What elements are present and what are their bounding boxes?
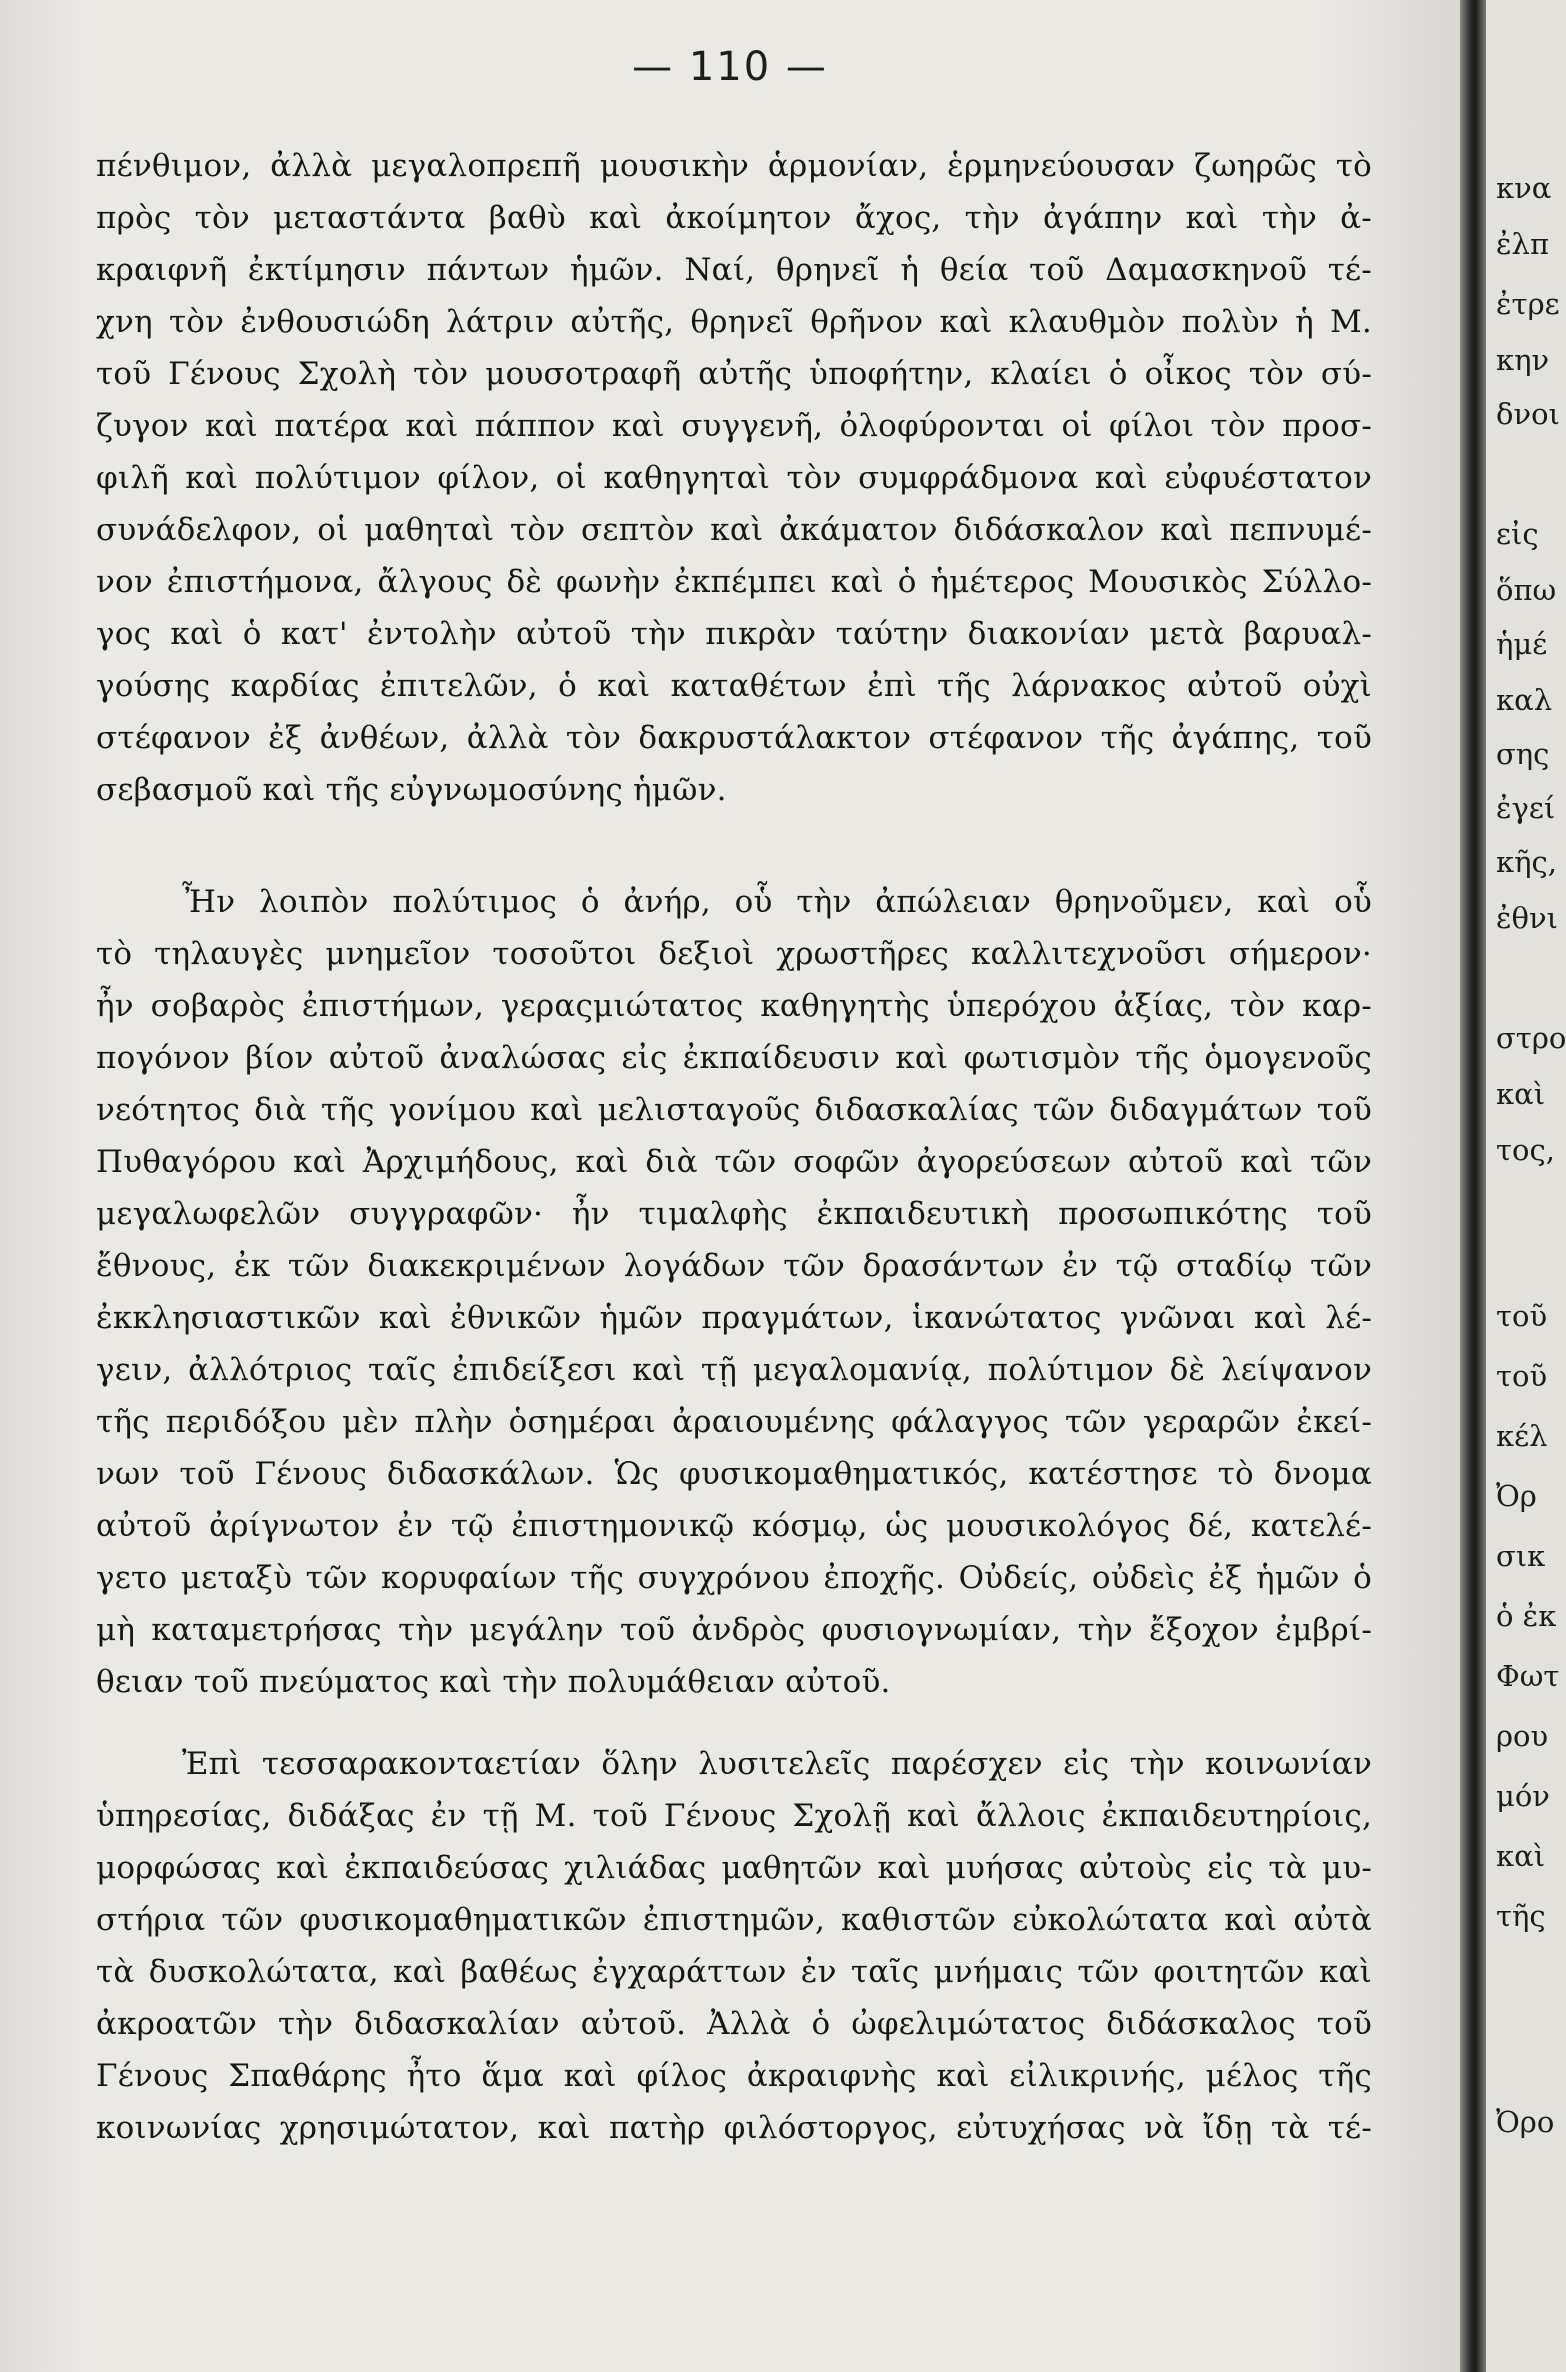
adjacent-page-fragment: ἐθνι (1496, 901, 1559, 935)
adjacent-page-edge (1486, 0, 1566, 2372)
text-line: συνάδελφον, οἱ μαθηταὶ τὸν σεπτὸν καὶ ἀκάματον διδάσκαλον καὶ πεπνυμέ- (96, 512, 1372, 548)
text-line: τὰ δυσκολώτατα, καὶ βαθέως ἐγχαράττων ἐν ταῖς μνήμαις τῶν φοιτητῶν καὶ (96, 1954, 1372, 1990)
adjacent-page-fragment: στρο (1496, 1021, 1566, 1055)
adjacent-page-fragment: ἐλπ (1496, 227, 1550, 261)
text-line: στέφανον ἐξ ἀνθέων, ἀλλὰ τὸν δακρυστάλακτον στέφανον τῆς ἀγάπης, τοῦ (96, 720, 1372, 756)
book-gutter (1460, 0, 1486, 2372)
text-line: ἐκκλησιαστικῶν καὶ ἐθνικῶν ἡμῶν πραγμάτων, ἱκανώτατος γνῶναι καὶ λέ- (96, 1300, 1372, 1336)
text-line: πρὸς τὸν μεταστάντα βαθὺ καὶ ἀκοίμητον ἄχος, τὴν ἀγάπην καὶ τὴν ἀ- (96, 200, 1372, 236)
text-line: μορφώσας καὶ ἐκπαιδεύσας χιλιάδας μαθητῶν καὶ μυήσας αὐτοὺς εἰς τὰ μυ- (96, 1850, 1372, 1886)
text-line: ἔθνους, ἐκ τῶν διακεκριμένων λογάδων τῶν δρασάντων ἐν τῷ σταδίῳ τῶν (96, 1248, 1372, 1284)
text-line: νεότητος διὰ τῆς γονίμου καὶ μελισταγοῦς διδασκαλίας τῶν διδαγμάτων τοῦ (96, 1092, 1372, 1128)
adjacent-page-fragment: σης (1496, 737, 1550, 771)
adjacent-page-fragment: κνα (1496, 171, 1552, 205)
adjacent-page-fragment: καλ (1496, 683, 1553, 717)
text-line: μεγαλωφελῶν συγγραφῶν· ἦν τιμαλφὴς ἐκπαιδευτικὴ προσωπικότης τοῦ (96, 1196, 1372, 1232)
text-line: γούσης καρδίας ἐπιτελῶν, ὁ καὶ καταθέτων ἐπὶ τῆς λάρνακος αὐτοῦ οὐχὶ (96, 668, 1372, 704)
text-line: χνη τὸν ἐνθουσιώδη λάτριν αὐτῆς, θρηνεῖ θρῆνον καὶ κλαυθμὸν πολὺν ἡ Μ. (96, 304, 1372, 340)
text-line: μὴ καταμετρήσας τὴν μεγάλην τοῦ ἀνδρὸς φυσιογνωμίαν, τὴν ἔξοχον ἐμβρί- (96, 1612, 1372, 1648)
adjacent-page-fragment: εἰς (1496, 517, 1539, 551)
text-line: τοῦ Γένους Σχολὴ τὸν μουσοτραφῆ αὐτῆς ὑποφήτην, κλαίει ὁ οἶκος τὸν σύ- (96, 356, 1372, 392)
adjacent-page-fragment: μόν (1496, 1779, 1550, 1813)
adjacent-page-fragment: κην (1496, 343, 1550, 377)
adjacent-page-fragment: τοῦ (1496, 1359, 1548, 1393)
adjacent-page-fragment: καὶ (1496, 1839, 1546, 1873)
paragraph-start-line: Ἐπὶ τεσσαρακονταετίαν ὅλην λυσιτελεῖς παρέσχεν εἰς τὴν κοινωνίαν (182, 1746, 1372, 1782)
text-line: πένθιμον, ἀλλὰ μεγαλοπρεπῆ μουσικὴν ἁρμονίαν, ἑρμηνεύουσαν ζωηρῶς τὸ (96, 148, 1372, 184)
text-line: γος καὶ ὁ κατ' ἐντολὴν αὐτοῦ τὴν πικρὰν ταύτην διακονίαν μετὰ βαρυαλ- (96, 616, 1372, 652)
text-line: κοινωνίας χρησιμώτατον, καὶ πατὴρ φιλόστοργος, εὐτυχήσας νὰ ἴδῃ τὰ τέ- (96, 2110, 1372, 2146)
adjacent-page-fragment: τῆς (1496, 1899, 1546, 1933)
adjacent-page-fragment: κέλ (1496, 1419, 1548, 1453)
text-line: ἦν σοβαρὸς ἐπιστήμων, γεραςμιώτατος καθηγητὴς ὑπερόχου ἀξίας, τὸν καρ- (96, 988, 1372, 1024)
adjacent-page-fragment: τος, (1496, 1133, 1555, 1167)
text-line: στήρια τῶν φυσικομαθηματικῶν ἐπιστημῶν, καθιστῶν εὐκολώτατα καὶ αὐτὰ (96, 1902, 1372, 1938)
text-line: τῆς περιδόξου μὲν πλὴν ὁσημέραι ἀραιουμένης φάλαγγος τῶν γεραρῶν ἐκεί- (96, 1404, 1372, 1440)
adjacent-page-fragment: ρου (1496, 1719, 1549, 1753)
adjacent-page-fragment: Ὀρο (1496, 2105, 1555, 2139)
adjacent-page-fragment: ὅπω (1496, 573, 1557, 607)
adjacent-page-fragment: κῆς, (1496, 845, 1557, 879)
text-line: ἀκροατῶν τὴν διδασκαλίαν αὐτοῦ. Ἀλλὰ ὁ ὠφελιμώτατος διδάσκαλος τοῦ (96, 2006, 1372, 2042)
text-line: τὸ τηλαυγὲς μνημεῖον τοσοῦτοι δεξιοὶ χρωστῆρες καλλιτεχνοῦσι σήμερον· (96, 936, 1372, 972)
adjacent-page-fragment: καὶ (1496, 1077, 1546, 1111)
text-line: φιλῆ καὶ πολύτιμον φίλον, οἱ καθηγηταὶ τὸν συμφράδμονα καὶ εὐφυέστατον (96, 460, 1372, 496)
adjacent-page-fragment: Φωτ (1496, 1659, 1560, 1693)
adjacent-page-fragment: Ὀρ (1496, 1479, 1537, 1513)
text-line: νων τοῦ Γένους διδασκάλων. Ὡς φυσικομαθηματικός, κατέστησε τὸ δνομα (96, 1456, 1372, 1492)
text-line: Πυθαγόρου καὶ Ἀρχιμήδους, καὶ διὰ τῶν σοφῶν ἀγορεύσεων αὐτοῦ καὶ τῶν (96, 1144, 1372, 1180)
page-number: — 110 — (632, 44, 828, 90)
text-line: αὐτοῦ ἀρίγνωτον ἐν τῷ ἐπιστημονικῷ κόσμῳ, ὡς μουσικολόγος δέ, κατελέ- (96, 1508, 1372, 1544)
text-line: ζυγον καὶ πατέρα καὶ πάππον καὶ συγγενῆ, ὀλοφύρονται οἱ φίλοι τὸν προσ- (96, 408, 1372, 444)
text-line: ὑπηρεσίας, διδάξας ἐν τῇ Μ. τοῦ Γένους Σχολῇ καὶ ἄλλοις ἐκπαιδευτηρίοις, (96, 1798, 1372, 1834)
adjacent-page-fragment: ὁ ἐκ (1496, 1599, 1557, 1633)
text-line: γετο μεταξὺ τῶν κορυφαίων τῆς συγχρόνου ἐποχῆς. Οὐδείς, οὐδεὶς ἐξ ἡμῶν ὁ (96, 1560, 1372, 1596)
adjacent-page-fragment: ἐτρε (1496, 287, 1560, 321)
text-line: κραιφνῆ ἐκτίμησιν πάντων ἡμῶν. Ναί, θρηνεῖ ἡ θεία τοῦ Δαμασκηνοῦ τέ- (96, 252, 1372, 288)
adjacent-page-fragment: ἡμέ (1496, 627, 1548, 661)
adjacent-page-fragment: σικ (1496, 1539, 1546, 1573)
adjacent-page-fragment: δνοι (1496, 397, 1560, 431)
text-line: σεβασμοῦ καὶ τῆς εὐγνωμοσύνης ἡμῶν. (96, 772, 727, 808)
text-line: πογόνον βίον αὐτοῦ ἀναλώσας εἰς ἐκπαίδευσιν καὶ φωτισμὸν τῆς ὁμογενοῦς (96, 1040, 1372, 1076)
text-line: νον ἐπιστήμονα, ἄλγους δὲ φωνὴν ἐκπέμπει καὶ ὁ ἡμέτερος Μουσικὸς Σύλλο- (96, 564, 1372, 600)
paragraph-start-line: Ἦν λοιπὸν πολύτιμος ὁ ἀνήρ, οὗ τὴν ἀπώλειαν θρηνοῦμεν, καὶ οὗ (182, 884, 1372, 920)
text-line: θειαν τοῦ πνεύματος καὶ τὴν πολυμάθειαν αὐτοῦ. (96, 1664, 891, 1700)
adjacent-page-fragment: τοῦ (1496, 1299, 1548, 1333)
adjacent-page-fragment: ἐγεί (1496, 791, 1556, 825)
text-line: γειν, ἀλλότριος ταῖς ἐπιδείξεσι καὶ τῇ μεγαλομανίᾳ, πολύτιμον δὲ λείψανον (96, 1352, 1372, 1388)
text-line: Γένους Σπαθάρης ἦτο ἅμα καὶ φίλος ἀκραιφνὴς καὶ εἰλικρινής, μέλος τῆς (96, 2058, 1372, 2094)
